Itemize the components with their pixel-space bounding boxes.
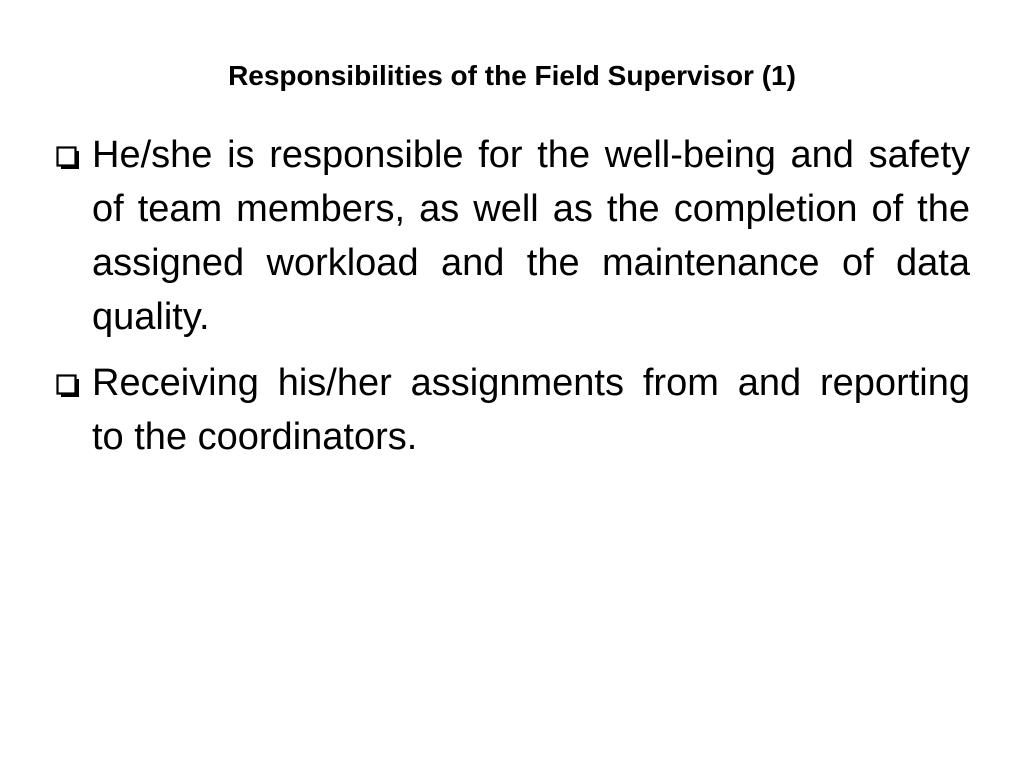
slide-title: Responsibilities of the Field Supervisor (1) — [228, 60, 796, 91]
bullet-text: He/she is responsible for the well-being and safety of team members, as well as the completion of the assigned workload and the maintenance of data quality. — [92, 134, 970, 338]
bullet-text: Receiving his/her assignments from and reporting to the coordinators. — [92, 362, 970, 458]
list-item — [56, 356, 970, 464]
checkbox-square-icon — [56, 374, 80, 398]
bullet-list — [56, 128, 970, 476]
list-item — [56, 128, 970, 344]
checkbox-square-icon — [56, 146, 80, 170]
